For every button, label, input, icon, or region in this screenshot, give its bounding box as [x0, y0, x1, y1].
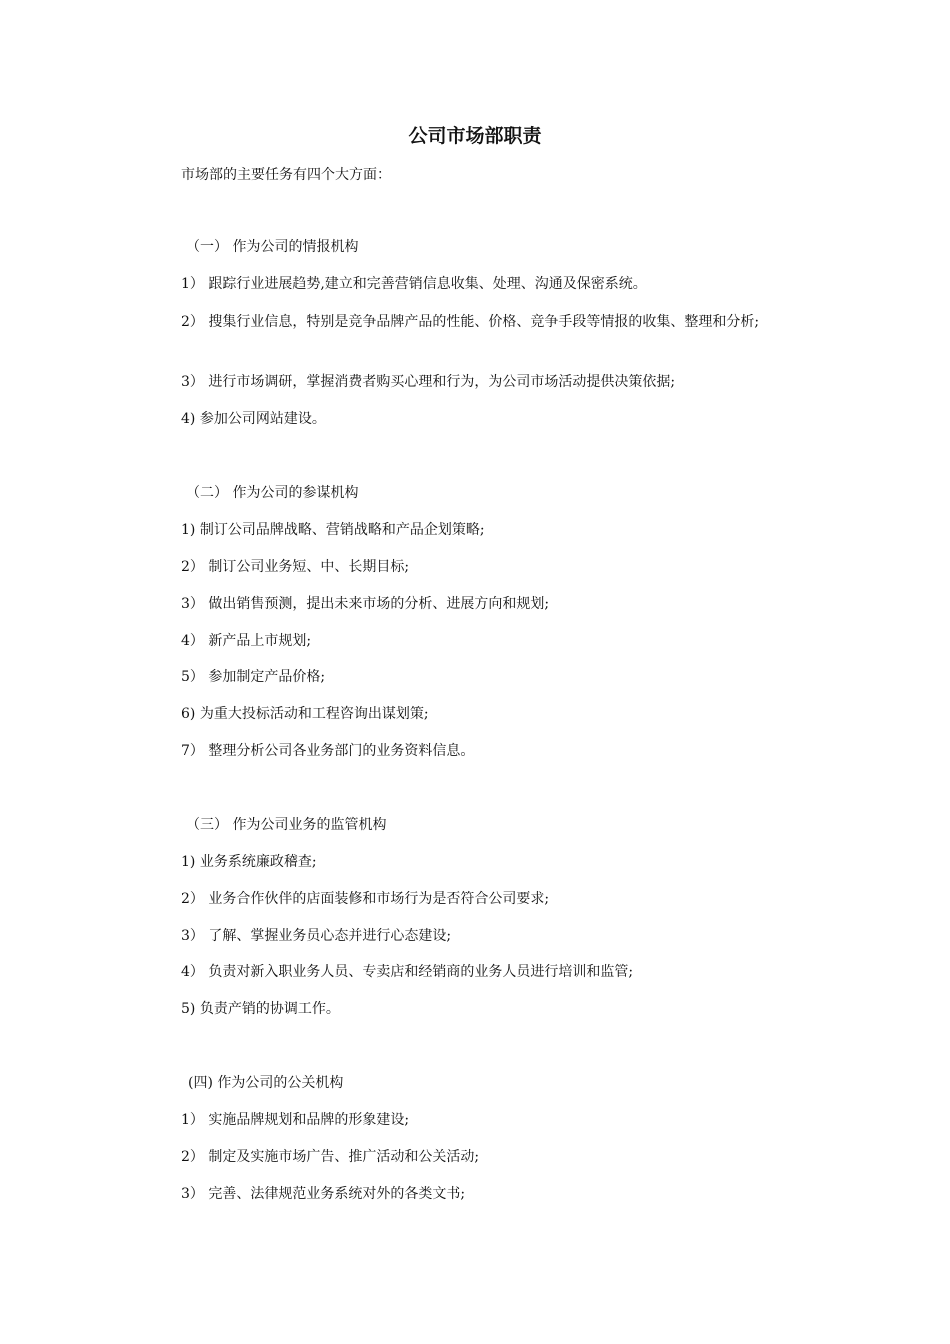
list-item: 3） 完善、法律规范业务系统对外的各类文书;: [181, 1186, 466, 1202]
list-item: 1) 业务系统廉政稽查;: [181, 854, 317, 870]
list-item: 4） 新产品上市规划;: [181, 633, 312, 649]
document-title: 公司市场部职责: [408, 125, 542, 147]
section-heading: (四) 作为公司的公关机构: [188, 1075, 344, 1091]
list-item: 4） 负责对新入职业务人员、专卖店和经销商的业务人员进行培训和监管;: [181, 964, 634, 980]
list-item: 5) 负责产销的协调工作。: [181, 1001, 340, 1017]
list-item: 1) 制订公司品牌战略、营销战略和产品企划策略;: [181, 522, 485, 538]
list-item: 1） 实施品牌规划和品牌的形象建设;: [181, 1112, 410, 1128]
section-heading: （二） 作为公司的参谋机构: [186, 485, 359, 501]
list-item: 7） 整理分析公司各业务部门的业务资料信息。: [181, 743, 475, 759]
list-item: 2） 制定及实施市场广告、推广活动和公关活动;: [181, 1149, 480, 1165]
list-item: 5） 参加制定产品价格;: [181, 669, 326, 685]
list-item: 3） 进行市场调研，掌握消费者购买心理和行为，为公司市场活动提供决策依据;: [181, 374, 676, 390]
list-item: 2） 搜集行业信息，特别是竞争品牌产品的性能、价格、竞争手段等情报的收集、整理和分析;: [181, 314, 760, 330]
intro-text: 市场部的主要任务有四个大方面：: [181, 167, 391, 183]
list-item: 6) 为重大投标活动和工程咨询出谋划策;: [181, 706, 429, 722]
list-item: 3） 做出销售预测，提出未来市场的分析、进展方向和规划;: [181, 596, 550, 612]
list-item: 2） 制订公司业务短、中、长期目标;: [181, 559, 410, 575]
list-item: 3） 了解、掌握业务员心态并进行心态建设;: [181, 928, 452, 944]
list-item: 2） 业务合作伙伴的店面装修和市场行为是否符合公司要求;: [181, 891, 550, 907]
section-heading: （三） 作为公司业务的监管机构: [186, 817, 387, 833]
section-heading: （一） 作为公司的情报机构: [186, 239, 359, 255]
list-item: 4) 参加公司网站建设。: [181, 411, 326, 427]
list-item: 1） 跟踪行业进展趋势,建立和完善营销信息收集、处理、沟通及保密系统。: [181, 276, 647, 292]
